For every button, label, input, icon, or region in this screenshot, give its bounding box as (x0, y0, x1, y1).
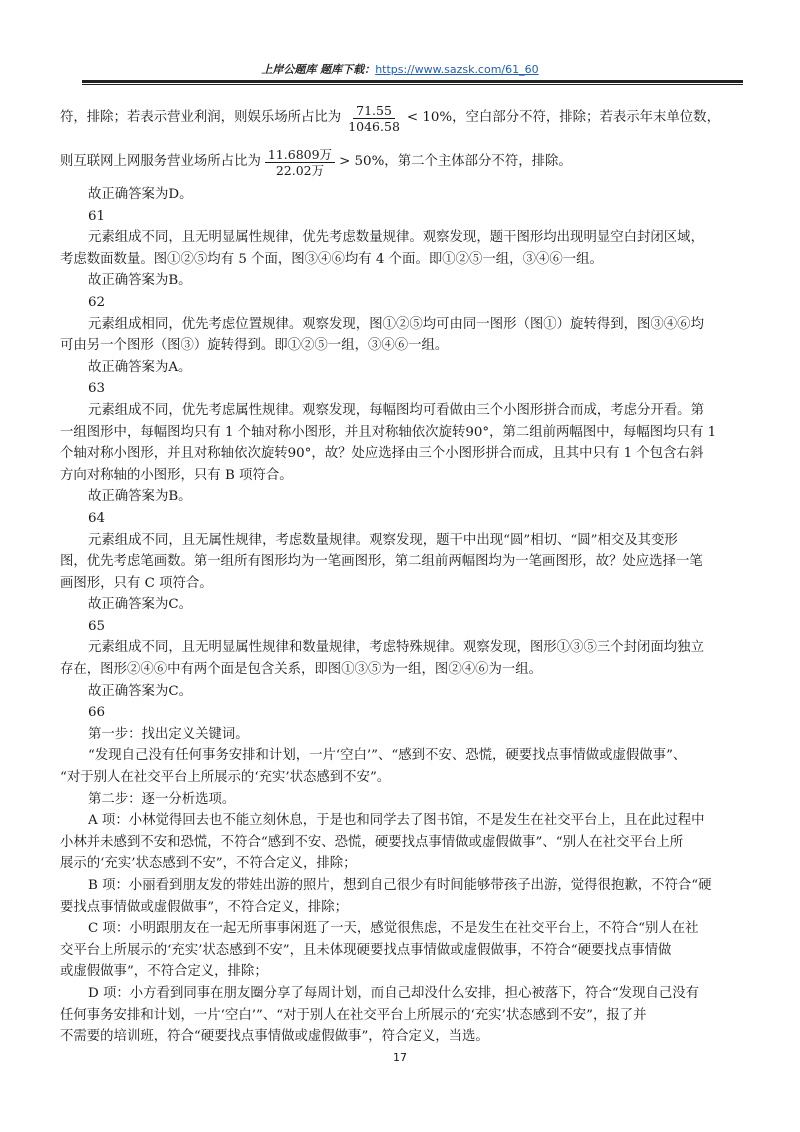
formula-1-post: < 10%，空白部分不符，排除；若表示年末单位数， (406, 110, 720, 126)
text-line: 63 (88, 381, 106, 397)
text-line: 62 (88, 294, 106, 310)
text-line: 元素组成不同，优先考虑属性规律。观察发现，每幅图均可看做由三个小图形拼合而成，考虑分开看。第 (88, 402, 704, 418)
fraction-2-denominator: 22.02万 (275, 162, 325, 178)
text-line: 可由另一个图形（图③）旋转得到。即①②⑤一组，③④⑥一组。 (60, 338, 449, 354)
text-line: 一组图形中，每幅图均只有 1 个轴对称小图形，并且对称轴依次旋转90°，第二组前两幅图中，每幅图均只有 1 (60, 424, 717, 440)
text-line: 元素组成不同，且无明显属性规律，优先考虑数量规律。观察发现，题干图形均出现明显空白封闭区域， (88, 230, 704, 246)
text-line: 故正确答案为B。 (88, 489, 192, 505)
text-line: 元素组成相同，优先考虑位置规律。观察发现，图①②⑤均可由同一图形（图①）旋转得到，图③④⑥均 (88, 316, 704, 332)
formula-2-post: > 50%，第二个主体部分不符，排除。 (339, 154, 572, 170)
text-line: 故正确答案为C。 (88, 683, 192, 699)
formula-1-pre: 符，排除；若表示营业利润，则娱乐场所占比为 (60, 110, 342, 126)
text-line: 61 (88, 208, 106, 224)
text-line: 故正确答案为A。 (88, 359, 192, 375)
text-line: “对于别人在社交平台上所展示的‘充实’状态感到不安”。 (60, 770, 391, 786)
fraction-1-numerator: 71.55 (353, 103, 395, 119)
text-line: 交平台上所展示的‘充实’状态感到不安”，且未体现硬要找点事情做或虚假做事，不符合“硬要找点事情做 (60, 942, 672, 958)
text-line: 故正确答案为C。 (88, 597, 192, 613)
text-line: 图，优先考虑笔画数。第一组所有图形均为一笔画图形，第二组前两幅图均为一笔画图形，故？处应选择一笔 (60, 554, 703, 570)
text-line: 64 (88, 510, 106, 526)
text-lines (60, 184, 746, 1048)
text-line: 不需要的培训班，符合“硬要找点事情做或虚假做事”，符合定义，当选。 (60, 1029, 489, 1045)
text-line: 画图形，只有 C 项符合。 (60, 575, 213, 591)
text-line: 元素组成不同，且无属性规律，考虑数量规律。观察发现，题干中出现“圆”相切、“圆”相交及其变形 (88, 532, 678, 548)
text-line: 任何事务安排和计划，一片‘空白’”、“对于别人在社交平台上所展示的‘充实’状态感到不安”，报了并 (60, 1007, 647, 1023)
fraction-1-denominator: 1046.58 (348, 118, 400, 134)
text-line: D 项：小方看到同事在朋友圈分享了每周计划，而自己却没什么安排，担心被落下，符合“发现自己没有 (88, 985, 700, 1001)
fraction-2-numerator: 11.6809万 (265, 147, 335, 163)
page-content (60, 96, 746, 1048)
text-line: 要找点事情做或虚假做事”，不符合定义，排除； (60, 899, 349, 915)
text-line: B 项：小丽看到朋友发的带娃出游的照片，想到自己很少有时间能够带孩子出游，觉得很抱歉，不符合“硬 (88, 878, 712, 893)
fraction-1 (345, 103, 403, 134)
header-link[interactable]: https://www.sazsk.com/61_60 (375, 63, 539, 76)
text-line: C 项：小明跟朋友在一起无所事事闲逛了一天，感觉很焦虑，不是发生在社交平台上，不符合“别人在社 (88, 921, 699, 937)
text-line: 存在，图形②④⑥中有两个面是包含关系，即图①③⑤为一组，图②④⑥为一组。 (60, 662, 543, 678)
formula-line-2 (60, 140, 746, 184)
text-line: 66 (88, 705, 106, 721)
text-line: A 项：小林觉得回去也不能立刻休息，于是也和同学去了图书馆，不是发生在社交平台上，且在此过程中 (88, 813, 705, 829)
text-line: 元素组成不同，且无明显属性规律和数量规律，考虑特殊规律。观察发现，图形①③⑤三个封闭面均独立 (88, 640, 704, 656)
text-line: 考虑数面数量。图①②⑤均有 5 个面，图③④⑥均有 4 个面。即①②⑤一组，③④⑥一组。 (60, 251, 603, 267)
text-line: 小林并未感到不安和恐慌，不符合“感到不安、恐慌，硬要找点事情做或虚假做事”、“别人在社交平台上所 (60, 834, 684, 850)
text-line: 故正确答案为B。 (88, 273, 192, 289)
text-line: 第二步：逐一分析选项。 (88, 791, 236, 807)
text-line: 65 (88, 618, 106, 634)
header-label: 上岸公题库 题库下载： (261, 63, 376, 76)
text-line: 方向对称轴的小图形，只有 B 项符合。 (60, 467, 293, 483)
text-line: 故正确答案为D。 (88, 187, 193, 202)
fraction-2 (265, 147, 335, 178)
text-line: 展示的‘充实’状态感到不安”，不符合定义，排除； (60, 856, 357, 872)
formula-line-1 (60, 96, 746, 140)
page-header (0, 61, 800, 77)
text-line: 个轴对称小图形，并且对称轴依次旋转90°，故？处应选择由三个小图形拼合而成，且其中只有 1 个包含右斜 (60, 446, 704, 462)
header-rule (82, 80, 743, 85)
page-number: 17 (393, 1051, 407, 1064)
text-line: 或虚假做事”，不符合定义，排除； (60, 964, 268, 980)
formula-2-pre: 则互联网上网服务营业场所占比为 (60, 154, 261, 170)
text-line: “发现自己没有任何事务安排和计划，一片‘空白’”、“感到不安、恐慌，硬要找点事情做或虚假做事”、 (88, 748, 687, 764)
text-line: 第一步：找出定义关键词。 (88, 726, 249, 742)
